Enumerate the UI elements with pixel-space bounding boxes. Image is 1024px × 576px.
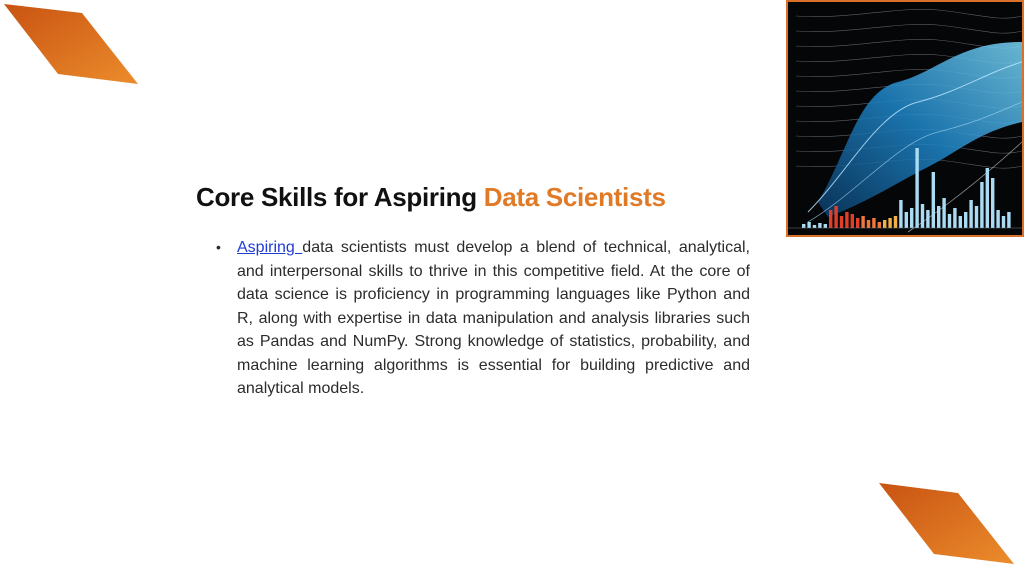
- orange-parallelogram-bottom-right: [876, 480, 1024, 576]
- bar-mark: [921, 204, 924, 228]
- bar-mark: [883, 220, 886, 228]
- bar-mark: [910, 208, 913, 228]
- curve-line: [796, 9, 1022, 18]
- bar-mark: [813, 225, 816, 228]
- bar-mark: [915, 148, 918, 228]
- bar-mark: [845, 212, 848, 228]
- bar-mark: [851, 214, 854, 228]
- bar-mark: [932, 172, 935, 228]
- bar-mark: [807, 222, 810, 228]
- bar-mark: [878, 222, 881, 228]
- bar-mark: [959, 216, 962, 228]
- bar-mark: [818, 223, 821, 228]
- bar-mark: [872, 218, 875, 228]
- bar-mark: [829, 210, 832, 228]
- data-visualization-graphic: [788, 2, 1022, 235]
- title-main-text: Core Skills for Aspiring: [196, 182, 484, 212]
- bar-mark: [991, 178, 994, 228]
- bar-mark: [926, 210, 929, 228]
- bar-mark: [840, 216, 843, 228]
- orange-parallelogram-top-left: [0, 0, 140, 90]
- bar-mark: [964, 212, 967, 228]
- bar-mark: [953, 208, 956, 228]
- bar-mark: [996, 210, 999, 228]
- bar-mark: [824, 224, 827, 228]
- bullet-text: data scientists must develop a blend of technical, analytical, and interpersonal skills to thrive in this competitive field. At the core of data science is proficiency in programming languages like Python and R, along with expertise in data manipulation and analysis libraries such as Pandas and NumPy. Strong knowledge of statistics, probability, and machine learning algorithms is essential for building predictive and analytical models.: [237, 239, 750, 397]
- curve-line: [796, 24, 1022, 33]
- bar-mark: [975, 206, 978, 228]
- bar-mark: [969, 200, 972, 228]
- bullet-icon: •: [216, 239, 221, 255]
- bar-mark: [905, 212, 908, 228]
- slide-title: [196, 182, 756, 213]
- bar-mark: [894, 216, 897, 228]
- bar-mark: [899, 200, 902, 228]
- bar-mark: [861, 216, 864, 228]
- bar-mark: [1007, 212, 1010, 228]
- bar-mark: [802, 224, 805, 228]
- aspiring-link[interactable]: Aspiring: [237, 239, 303, 256]
- title-accent-text: Data Scientists: [483, 182, 666, 212]
- bar-mark: [1002, 216, 1005, 228]
- bar-mark: [834, 206, 837, 228]
- bar-mark: [937, 206, 940, 228]
- bar-mark: [980, 182, 983, 228]
- bar-mark: [867, 220, 870, 228]
- bullet-list: [216, 236, 750, 401]
- bar-mark: [948, 214, 951, 228]
- bar-mark: [942, 198, 945, 228]
- bar-mark: [986, 168, 989, 228]
- bar-mark: [856, 218, 859, 228]
- bullet-item: [216, 236, 750, 401]
- bar-mark: [888, 218, 891, 228]
- data-visualization-image: [786, 0, 1024, 237]
